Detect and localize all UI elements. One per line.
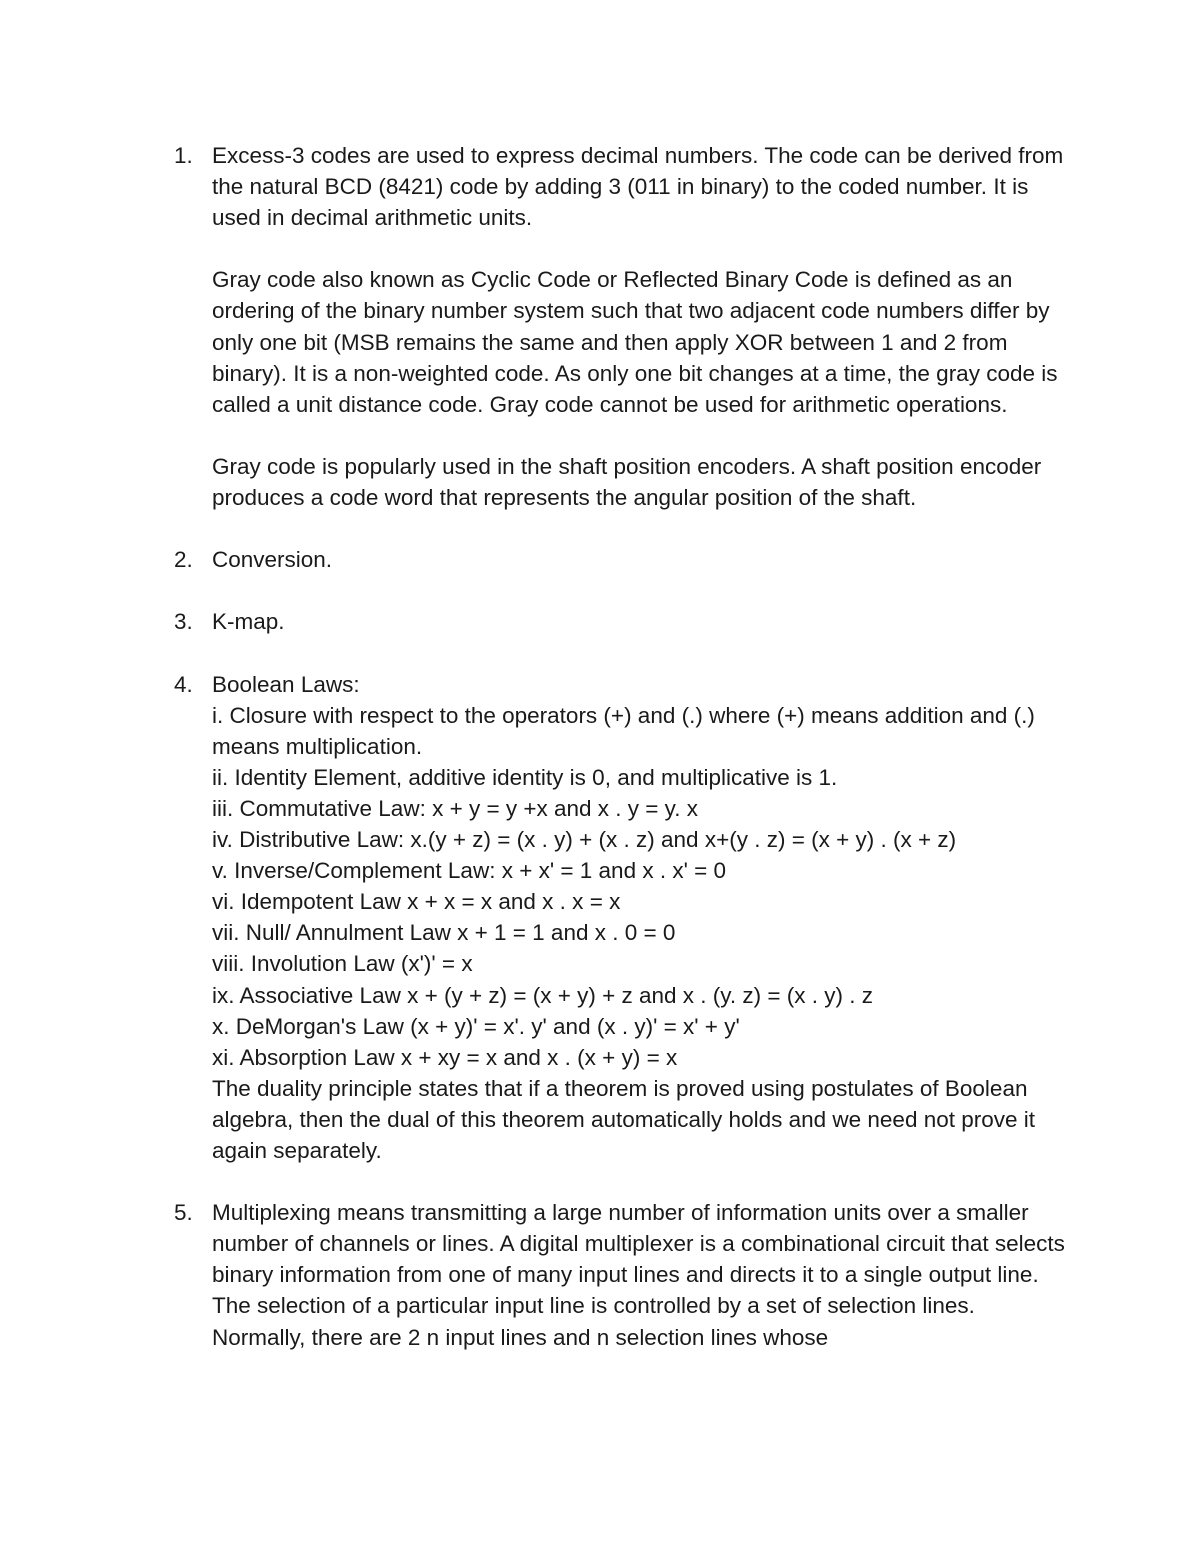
list-item-1 <box>172 140 1072 513</box>
numbered-list <box>172 140 1072 1353</box>
conversion-text: Conversion. <box>212 547 333 573</box>
item-number: 4. <box>174 671 193 697</box>
item-number: 5. <box>174 1200 193 1226</box>
law-absorption: xi. Absorption Law x + xy = x and x . (x + y) = x <box>212 1044 678 1070</box>
gray-code-paragraph: Gray code also known as Cyclic Code or Reflected Binary Code is defined as an ordering of the binary number system such that two adjacent code numbers differ by only one bit (MSB remains the same and then apply XOR between 1 and 2 from binary). It is a non-weighted code. As only one bit changes at a time, the gray code is called a unit distance code. Gray code cannot be used for arithmetic operations. <box>212 267 1058 417</box>
kmap-text: K-map. <box>212 609 285 635</box>
law-involution: viii. Involution Law (x')' = x <box>212 951 473 977</box>
multiplexing-paragraph: Multiplexing means transmitting a large number of information units over a smaller number of channels or lines. A digital multiplexer is a combinational circuit that selects binary information from one of many input lines and directs it to a single output line. The selection of a particular input line is controlled by a set of selection lines. Normally, there are 2 n input lines and n selection lines whose <box>212 1200 1065 1350</box>
list-item-4 <box>172 669 1072 1167</box>
law-commutative: iii. Commutative Law: x + y = y +x and x . y = y. x <box>212 795 699 821</box>
law-identity: ii. Identity Element, additive identity is 0, and multiplicative is 1. <box>212 764 838 790</box>
duality-paragraph: The duality principle states that if a theorem is proved using postulates of Boolean algebra, then the dual of this theorem automatically holds and we need not prove it again separately. <box>212 1075 1036 1163</box>
law-idempotent: vi. Idempotent Law x + x = x and x . x = x <box>212 889 621 915</box>
list-item-2 <box>172 544 1072 575</box>
list-item-5 <box>172 1197 1072 1352</box>
item-number: 3. <box>174 609 193 635</box>
law-complement: v. Inverse/Complement Law: x + x' = 1 and x . x' = 0 <box>212 858 727 884</box>
law-demorgan: x. DeMorgan's Law (x + y)' = x'. y' and (x . y)' = x' + y' <box>212 1013 740 1039</box>
law-closure: i. Closure with respect to the operators (+) and (.) where (+) means addition and (.) means multiplication. <box>212 702 1035 759</box>
law-distributive: iv. Distributive Law: x.(y + z) = (x . y) + (x . z) and x+(y . z) = (x + y) . (x + z) <box>212 827 957 853</box>
excess-3-paragraph: Excess-3 codes are used to express decimal numbers. The code can be derived from the natural BCD (8421) code by adding 3 (011 in binary) to the coded number. It is used in decimal arithmetic units. <box>212 143 1064 231</box>
boolean-laws-heading: Boolean Laws: <box>212 671 360 697</box>
law-associative: ix. Associative Law x + (y + z) = (x + y) + z and x . (y. z) = (x . y) . z <box>212 982 874 1008</box>
list-item-3 <box>172 606 1072 637</box>
item-number: 1. <box>174 143 193 168</box>
law-null: vii. Null/ Annulment Law x + 1 = 1 and x . 0 = 0 <box>212 920 676 946</box>
shaft-encoder-paragraph: Gray code is popularly used in the shaft position encoders. A shaft position encoder produces a code word that represents the angular position of the shaft. <box>212 453 1042 511</box>
item-number: 2. <box>174 547 193 573</box>
